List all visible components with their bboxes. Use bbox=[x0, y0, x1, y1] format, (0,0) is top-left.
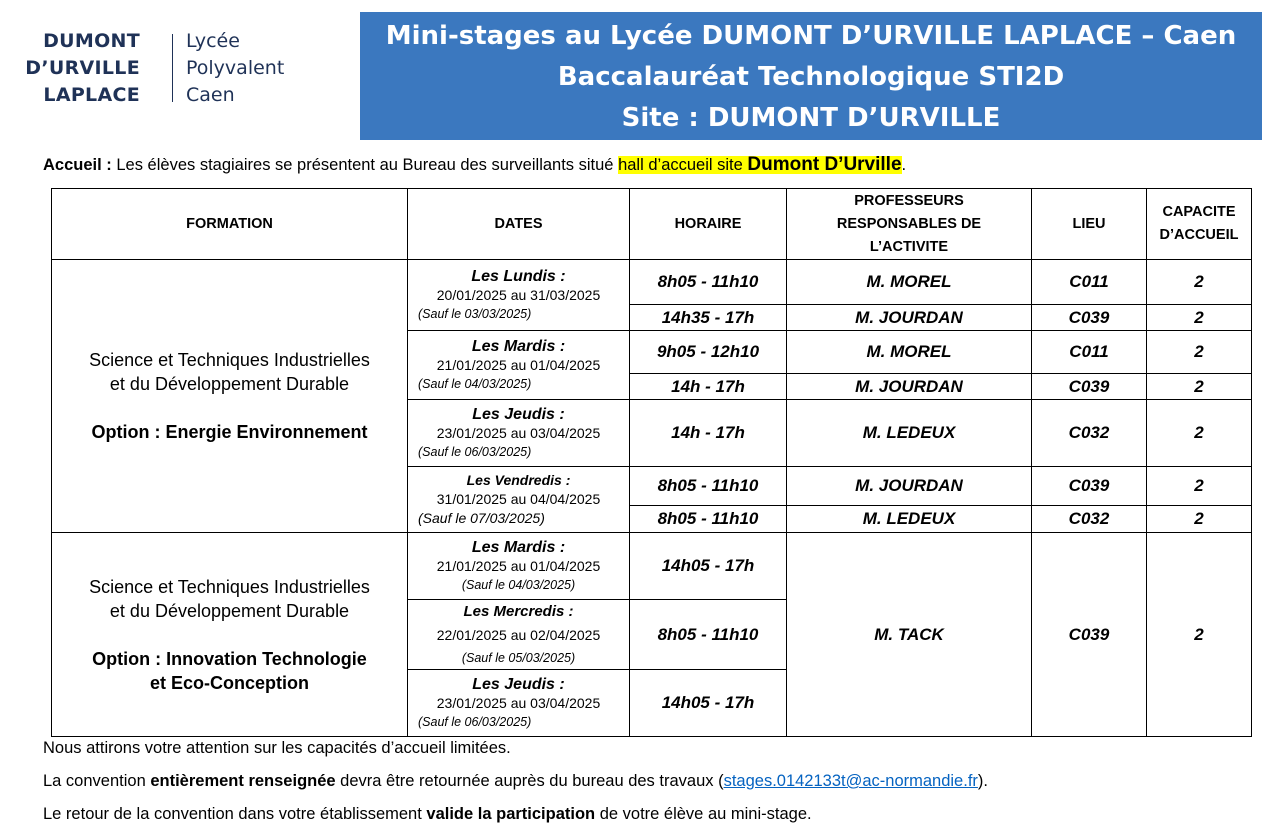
formation-innovation: Science et Techniques Industrielles et du Développement Durable Option : Innovation Technologie et Eco-Conception bbox=[52, 533, 408, 737]
logo-school-type: Lycée Polyvalent Caen bbox=[186, 30, 285, 106]
header-dates: DATES bbox=[408, 189, 630, 260]
table-row: Science et Techniques Industrielles et du Développement Durable Option : Energie Environnement Les Lundis : 20/01/2025 au 31/03/2025 (Sauf le 03/03/2025) 8h05 - 11h10 M. MOREL C011 2 bbox=[52, 260, 1252, 305]
logo-school-name: DUMONT D’URVILLE LAPLACE bbox=[25, 30, 140, 106]
header-horaire: HORAIRE bbox=[630, 189, 787, 260]
note-capacity: Nous attirons votre attention sur les capacités d’accueil limitées. bbox=[43, 739, 511, 757]
accueil-highlight: hall d’accueil site Dumont D’Urville bbox=[618, 154, 902, 175]
table-row: Les Vendredis : 31/01/2025 au 04/04/2025 (Sauf le 07/03/2025) 8h05 - 11h10 M. JOURDAN C039 2 bbox=[52, 467, 1252, 506]
logo-divider bbox=[172, 34, 173, 102]
accueil-info: Accueil : Les élèves stagiaires se présentent au Bureau des surveillants situé hall d’accueil site Dumont D’Urville. bbox=[43, 154, 907, 175]
dates-jeudis: Les Jeudis : 23/01/2025 au 03/04/2025 (Sauf le 06/03/2025) bbox=[408, 400, 630, 467]
banner-site: Site : DUMONT D’URVILLE bbox=[621, 103, 1001, 133]
table-row: 14h35 - 17h M. JOURDAN C039 2 bbox=[52, 305, 1252, 331]
email-link[interactable]: stages.0142133t@ac-normandie.fr bbox=[723, 772, 978, 790]
table-row: 14h - 17h M. JOURDAN C039 2 bbox=[52, 374, 1252, 400]
option-energie: Option : Energie Environnement bbox=[91, 422, 368, 442]
table-row: Les Mardis : 21/01/2025 au 01/04/2025 (Sauf le 04/03/2025) 9h05 - 12h10 M. MOREL C011 2 bbox=[52, 331, 1252, 374]
dates-mardis-2: Les Mardis : 21/01/2025 au 01/04/2025 (Sauf le 04/03/2025) bbox=[408, 533, 630, 600]
prof-tack: M. TACK bbox=[787, 533, 1032, 737]
option-innovation: Option : Innovation Technologie et Eco-Conception bbox=[92, 648, 367, 693]
dates-jeudis-2: Les Jeudis : 23/01/2025 au 03/04/2025 (Sauf le 06/03/2025) bbox=[408, 670, 630, 737]
dates-mardis: Les Mardis : 21/01/2025 au 01/04/2025 (Sauf le 04/03/2025) bbox=[408, 331, 630, 400]
dates-mercredis: Les Mercredis : 22/01/2025 au 02/04/2025 (Sauf le 05/03/2025) bbox=[408, 600, 630, 670]
formation-energie: Science et Techniques Industrielles et du Développement Durable Option : Energie Environnement bbox=[52, 260, 408, 533]
capacite-2: 2 bbox=[1147, 533, 1252, 737]
header-capacite: CAPACITE D’ACCUEIL bbox=[1147, 189, 1252, 260]
table-row: 8h05 - 11h10 M. LEDEUX C032 2 bbox=[52, 506, 1252, 533]
table-row: Les Mercredis : 22/01/2025 au 02/04/2025 (Sauf le 05/03/2025) 8h05 - 11h10 bbox=[52, 600, 1252, 670]
banner-title: Mini-stages au Lycée DUMONT D’URVILLE LAPLACE – Caen bbox=[385, 21, 1237, 51]
table-row: Les Jeudis : 23/01/2025 au 03/04/2025 (Sauf le 06/03/2025) 14h - 17h M. LEDEUX C032 2 bbox=[52, 400, 1252, 467]
note-validation: Le retour de la convention dans votre établissement valide la participation de votre élève au mini-stage. bbox=[43, 805, 812, 823]
header-professeurs: PROFESSEURS RESPONSABLES DE L’ACTIVITE bbox=[787, 189, 1032, 260]
dates-lundis: Les Lundis : 20/01/2025 au 31/03/2025 (Sauf le 03/03/2025) bbox=[408, 260, 630, 331]
lieu-c039: C039 bbox=[1032, 533, 1147, 737]
title-banner bbox=[360, 12, 1262, 140]
schedule-table bbox=[51, 188, 1252, 737]
note-convention: La convention entièrement renseignée devra être retournée auprès du bureau des travaux (stages.0142133t@ac-normandie.fr). bbox=[43, 772, 988, 790]
header-formation: FORMATION bbox=[52, 189, 408, 260]
table-row: Science et Techniques Industrielles et du Développement Durable Option : Innovation Technologie et Eco-Conception Les Mardis : 21/01/2025 au 01/04/2025 (Sauf le 04/03/2025) 14h05 - 17h M. TACK C039 2 bbox=[52, 533, 1252, 600]
header-lieu: LIEU bbox=[1032, 189, 1147, 260]
table-row: Les Jeudis : 23/01/2025 au 03/04/2025 (Sauf le 06/03/2025) 14h05 - 17h bbox=[52, 670, 1252, 737]
table-header-row bbox=[52, 189, 1252, 260]
dates-vendredis: Les Vendredis : 31/01/2025 au 04/04/2025 (Sauf le 07/03/2025) bbox=[408, 467, 630, 533]
banner-subtitle: Baccalauréat Technologique STI2D bbox=[557, 62, 1065, 92]
accueil-label: Accueil : bbox=[43, 156, 112, 174]
